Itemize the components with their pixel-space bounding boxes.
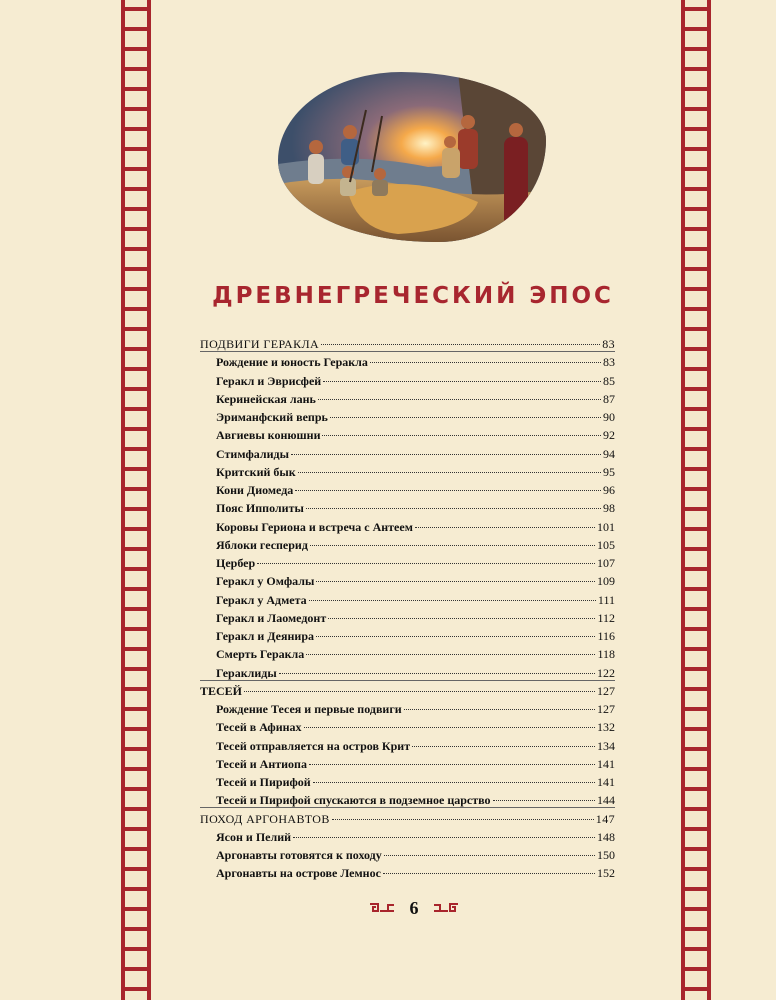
dot-leader <box>298 472 601 473</box>
toc-entry-title: Керинейская лань <box>216 391 316 406</box>
toc-entry <box>200 445 615 463</box>
toc-entry-page: 101 <box>597 519 615 534</box>
toc-entry-title: Тесей в Афинах <box>216 720 302 735</box>
toc-entry-title: ПОДВИГИ ГЕРАКЛА <box>200 337 320 351</box>
page-number: 6 <box>409 897 419 918</box>
dot-leader <box>316 636 595 637</box>
toc-entry-title: Рождение Тесея и первые подвиги <box>216 702 402 716</box>
dot-leader <box>415 527 595 528</box>
dot-leader <box>310 545 595 546</box>
greek-key-border-left <box>121 0 151 1000</box>
toc-entry-title: Рождение и юность Геракла <box>216 355 368 370</box>
toc-entry-page: 112 <box>597 610 615 625</box>
dot-leader <box>330 417 601 418</box>
toc-entry <box>200 627 615 645</box>
dot-leader <box>306 508 601 509</box>
page-title: ДРЕВНЕГРЕЧЕСКИЙ ЭПОС <box>212 283 614 309</box>
toc-entry <box>200 353 615 371</box>
toc-entry-page: 122 <box>597 665 615 680</box>
toc-entry <box>200 426 615 444</box>
toc-entry-page: 96 <box>603 483 615 497</box>
dot-leader <box>309 600 596 601</box>
dot-leader <box>313 782 595 783</box>
toc-entry-title: ПОХОД АРГОНАВТОВ <box>200 811 330 826</box>
dot-leader <box>306 654 595 655</box>
toc-entry-title: Тесей отправляется на остров Крит <box>216 738 411 753</box>
toc-entry-page: 111 <box>597 592 615 607</box>
toc-entry-title: Аргонавты готовятся к походу <box>216 848 382 862</box>
dot-leader <box>279 673 595 674</box>
toc-entry-title: Яблоки гесперид <box>216 537 308 552</box>
dot-leader <box>493 800 595 801</box>
toc-entry-page: 127 <box>597 683 615 698</box>
dot-leader <box>309 764 595 765</box>
toc-entry <box>200 755 615 773</box>
toc-entry-page: 83 <box>603 355 615 370</box>
toc-entry-title: Геракл и Лаомедонт <box>216 610 327 625</box>
toc-entry-page: 105 <box>597 537 615 552</box>
toc-entry <box>200 700 615 718</box>
toc-entry-title: Кони Диомеда <box>216 483 294 497</box>
toc-entry <box>200 645 615 663</box>
toc-entry-page: 95 <box>603 464 615 479</box>
dot-leader <box>321 344 600 345</box>
toc-entry-title: Цербер <box>216 556 256 570</box>
toc-entry-title: ТЕСЕЙ <box>200 683 243 698</box>
greek-heroes-scene-icon <box>278 72 546 242</box>
dot-leader <box>412 746 595 747</box>
dot-leader <box>384 855 595 856</box>
toc-entry <box>200 609 615 627</box>
toc-entry-page: 109 <box>597 574 615 589</box>
toc-entry-page: 98 <box>603 501 615 516</box>
toc-entry <box>200 591 615 609</box>
dot-leader <box>332 819 594 820</box>
toc-entry-title: Аргонавты на острове Лемнос <box>216 866 381 881</box>
toc-entry-page: 92 <box>603 428 615 443</box>
toc-entry-page: 87 <box>603 391 615 406</box>
dot-leader <box>322 435 601 436</box>
toc-section-entry <box>200 335 615 353</box>
toc-entry-title: Геракл у Омфалы <box>216 574 315 589</box>
toc-entry <box>200 828 615 846</box>
toc-entry-page: 152 <box>597 866 615 881</box>
toc-entry <box>200 846 615 864</box>
table-of-contents <box>200 335 615 883</box>
toc-entry-page: 141 <box>597 756 615 771</box>
dot-leader <box>328 618 595 619</box>
toc-entry-page: 150 <box>597 848 615 862</box>
toc-section-entry <box>200 682 615 700</box>
toc-entry <box>200 718 615 736</box>
toc-entry-page: 148 <box>597 829 615 844</box>
toc-entry-title: Авгиевы конюшни <box>216 428 321 443</box>
meander-ornament-right-icon <box>432 901 460 915</box>
toc-entry <box>200 408 615 426</box>
page-footer <box>368 895 460 921</box>
dot-leader <box>293 837 595 838</box>
toc-entry-title: Коровы Гериона и встреча с Антеем <box>216 519 413 534</box>
toc-entry <box>200 773 615 791</box>
toc-entry-title: Пояс Ипполиты <box>216 501 304 516</box>
dot-leader <box>316 581 595 582</box>
dot-leader <box>257 563 595 564</box>
greek-key-border-right <box>681 0 711 1000</box>
toc-entry <box>200 791 615 809</box>
dot-leader <box>304 727 595 728</box>
toc-entry-title: Эриманфский вепрь <box>216 410 328 424</box>
toc-entry-page: 90 <box>603 410 615 424</box>
toc-entry-title: Тесей и Антиопа <box>216 756 307 771</box>
toc-entry <box>200 372 615 390</box>
toc-entry <box>200 572 615 590</box>
toc-entry-title: Гераклиды <box>216 665 277 680</box>
toc-entry-page: 134 <box>597 738 615 753</box>
toc-entry <box>200 499 615 517</box>
toc-entry-title: Тесей и Пирифой спускаются в подземное царство <box>216 793 491 808</box>
toc-entry <box>200 536 615 554</box>
dot-leader <box>383 873 595 874</box>
toc-entry <box>200 554 615 572</box>
toc-entry <box>200 463 615 481</box>
toc-entry <box>200 864 615 882</box>
toc-entry-title: Тесей и Пирифой <box>216 775 311 789</box>
toc-entry <box>200 664 615 682</box>
toc-entry-title: Ясон и Пелий <box>216 829 292 844</box>
dot-leader <box>244 691 595 692</box>
toc-entry-page: 85 <box>603 373 615 388</box>
heroes-illustration <box>278 72 546 242</box>
dot-leader <box>323 381 601 382</box>
toc-entry-title: Стимфалиды <box>216 446 289 461</box>
toc-entry-title: Геракл у Адмета <box>216 592 307 607</box>
toc-entry-page: 127 <box>597 702 615 716</box>
dot-leader <box>291 454 601 455</box>
toc-entry-title: Критский бык <box>216 464 296 479</box>
toc-entry-title: Геракл и Деянира <box>216 629 315 643</box>
dot-leader <box>318 399 601 400</box>
toc-entry-page: 83 <box>602 337 615 351</box>
toc-entry-page: 118 <box>597 647 615 662</box>
toc-entry-page: 94 <box>603 446 615 461</box>
toc-entry-page: 147 <box>595 811 615 826</box>
toc-section-entry <box>200 810 615 828</box>
toc-entry <box>200 518 615 536</box>
toc-entry-page: 132 <box>597 720 615 735</box>
dot-leader <box>295 490 601 491</box>
toc-entry <box>200 481 615 499</box>
toc-entry-title: Смерть Геракла <box>216 647 305 662</box>
toc-entry-page: 116 <box>597 629 615 643</box>
toc-entry-page: 144 <box>597 793 615 808</box>
dot-leader <box>370 362 601 363</box>
toc-entry-page: 107 <box>597 556 615 570</box>
toc-entry-page: 141 <box>597 775 615 789</box>
toc-entry <box>200 737 615 755</box>
toc-entry-title: Геракл и Эврисфей <box>216 373 322 388</box>
meander-ornament-left-icon <box>368 901 396 915</box>
toc-entry <box>200 390 615 408</box>
dot-leader <box>404 709 595 710</box>
